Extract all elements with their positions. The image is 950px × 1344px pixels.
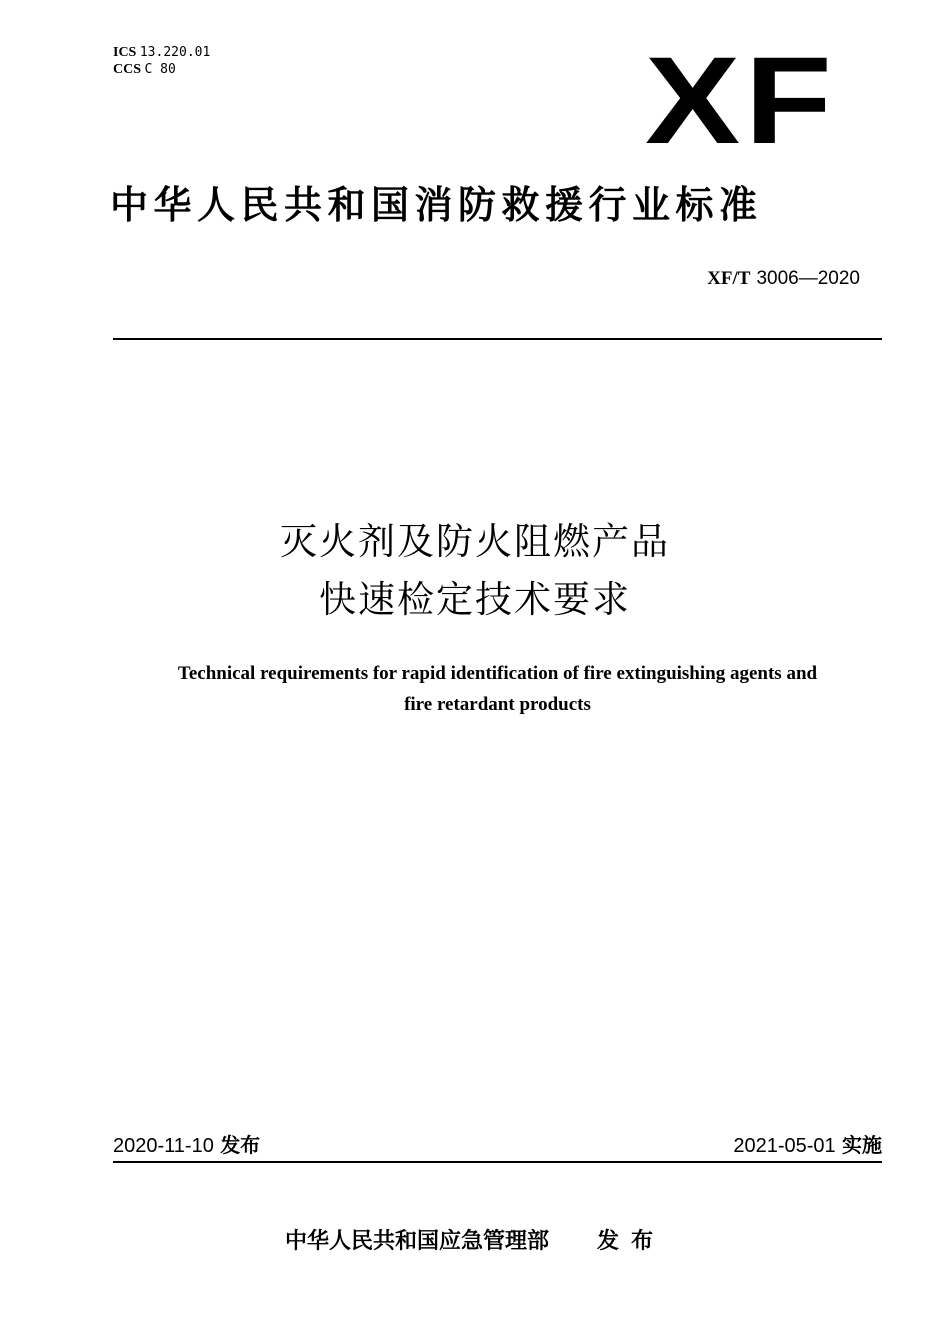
document-title-cn-line1: 灭火剂及防火阻燃产品 xyxy=(280,520,670,563)
document-title-en-line1: Technical requirements for rapid identification of fire extinguishing agents and xyxy=(177,663,818,684)
standard-code xyxy=(707,266,860,291)
standard-code-prefix: XF/T xyxy=(707,268,751,289)
issue-label: 发布 xyxy=(220,1133,261,1157)
footer-divider xyxy=(113,1161,882,1163)
publisher-line xyxy=(0,1227,950,1257)
issue-date-block xyxy=(113,1132,260,1159)
implementation-label: 实施 xyxy=(842,1133,882,1157)
document-title-en-line2: fire retardant products xyxy=(404,694,591,715)
publisher-action: 发布 xyxy=(597,1229,666,1254)
ics-line xyxy=(113,44,210,61)
classification-codes xyxy=(113,44,210,78)
publisher-name: 中华人民共和国应急管理部 xyxy=(284,1229,549,1254)
document-title-cn-line2: 快速检定技术要求 xyxy=(319,578,631,621)
implementation-date-block xyxy=(733,1132,882,1159)
ccs-label: CCS xyxy=(113,62,142,77)
ics-label: ICS xyxy=(113,45,137,60)
ccs-line xyxy=(113,61,210,78)
standard-category-title: 中华人民共和国消防救援行业标准 xyxy=(110,183,763,227)
xf-logo: XF xyxy=(645,32,837,170)
ics-value: 13.220.01 xyxy=(139,45,211,60)
standard-code-number: 3006—2020 xyxy=(756,268,860,289)
issue-date: 2020-11-10 xyxy=(113,1135,214,1157)
ccs-value: C 80 xyxy=(144,62,176,77)
header-divider xyxy=(113,338,882,340)
implementation-date: 2021-05-01 xyxy=(733,1135,836,1157)
